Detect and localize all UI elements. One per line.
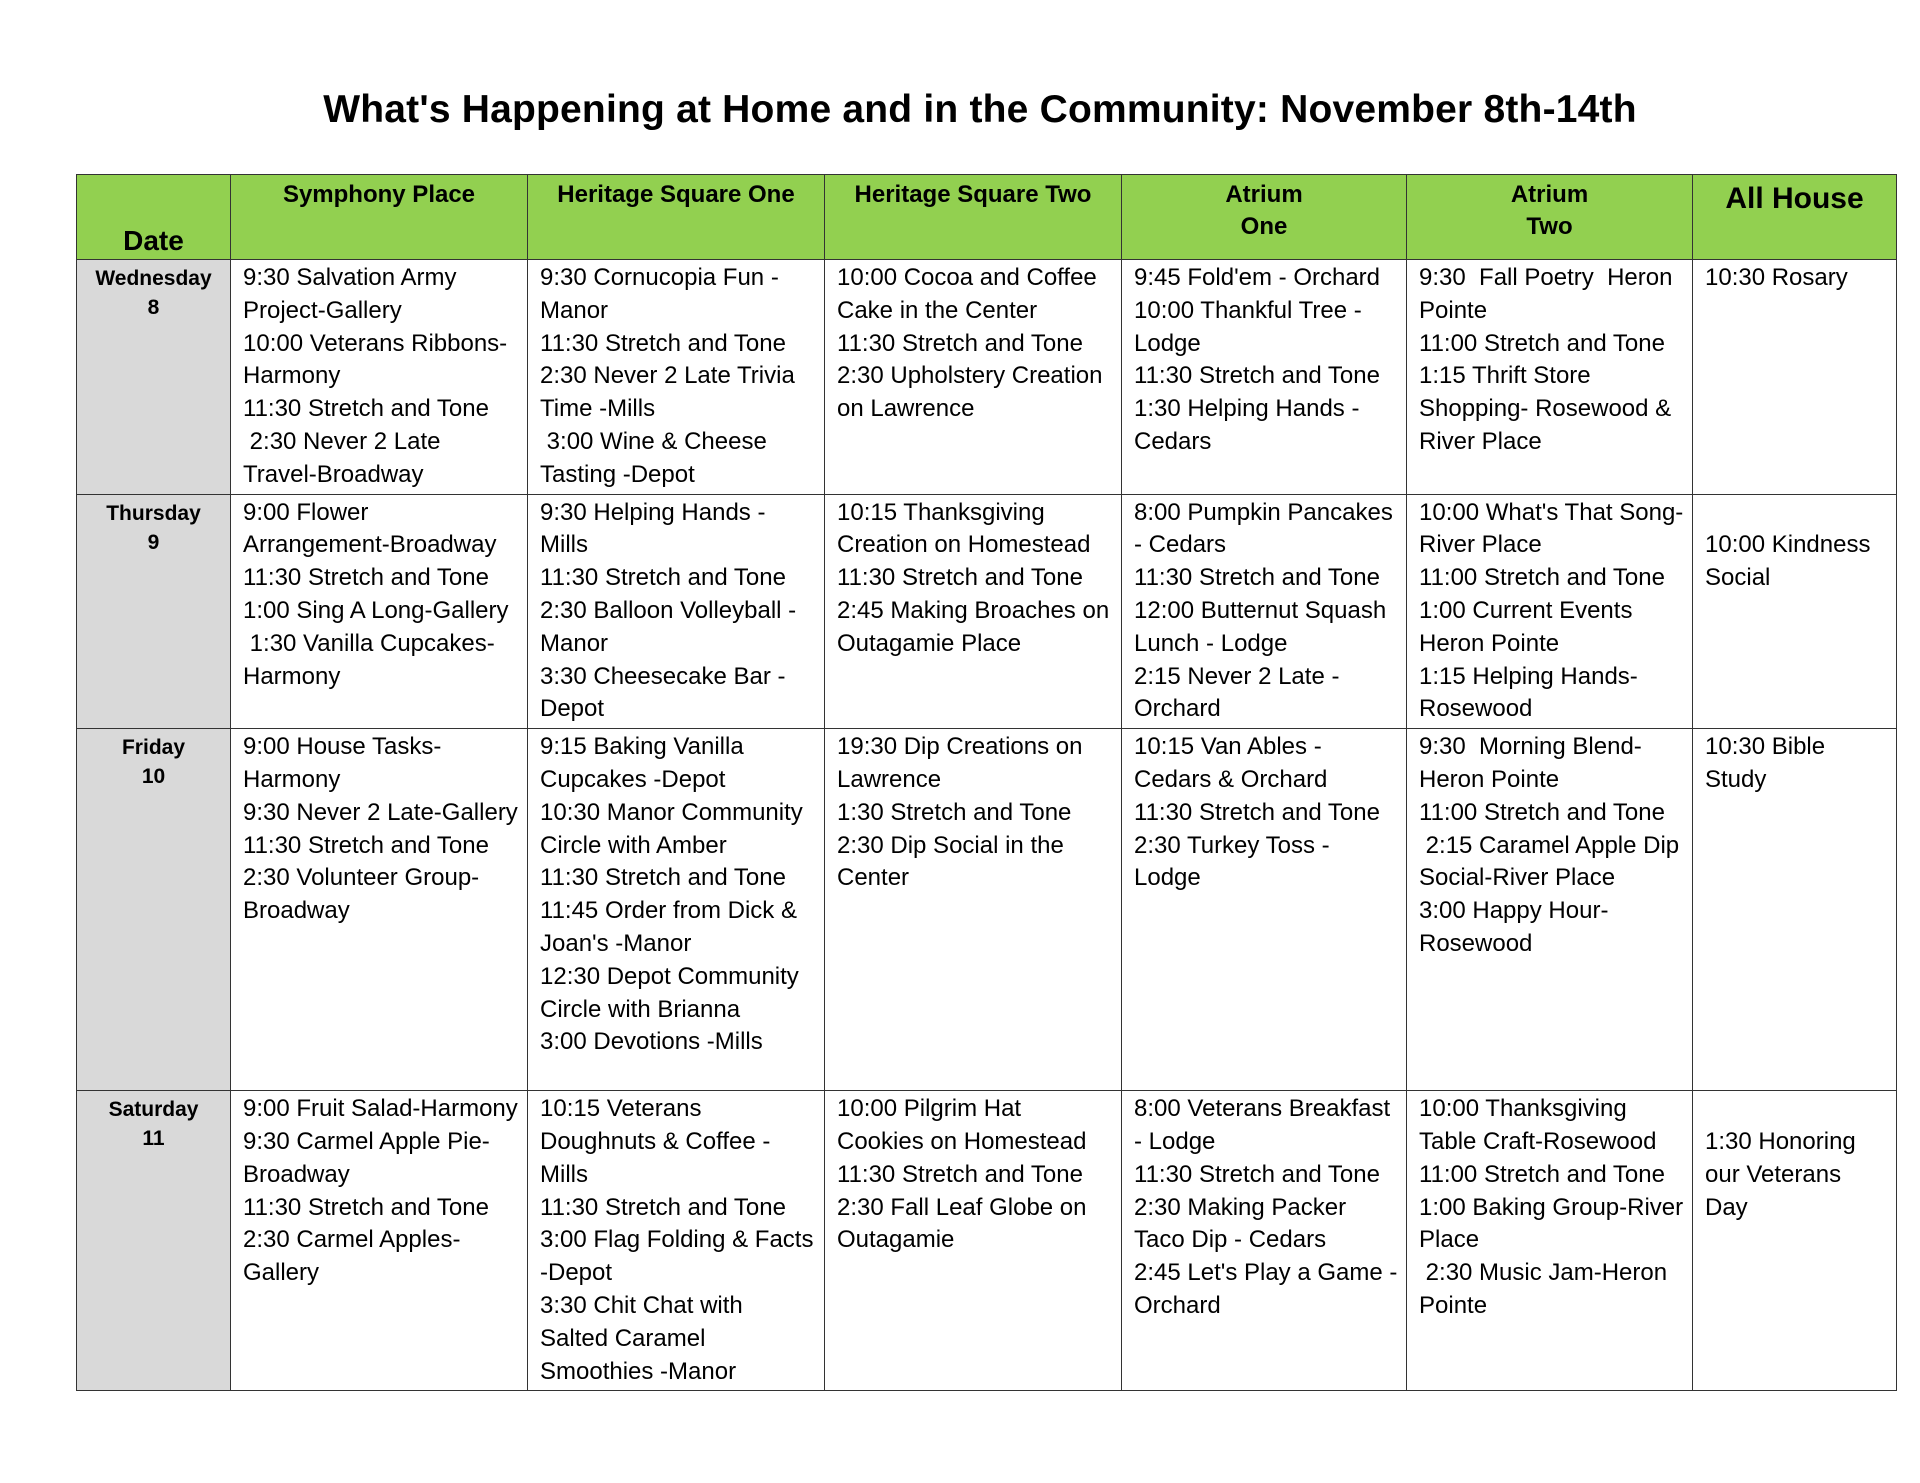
atrium-two-cell	[1407, 260, 1693, 495]
event-item: 10:15 Veterans Doughnuts & Coffee - Mills	[540, 1095, 778, 1188]
date-cell	[77, 260, 231, 495]
event-item: 12:30 Depot Community Circle with Brianna	[540, 962, 806, 1023]
heritage-two-cell	[825, 729, 1122, 1091]
event-item: 11:00 Stretch and Tone	[1419, 564, 1665, 592]
all-house-cell	[1693, 494, 1897, 729]
event-item: 2:30 Dip Social in the Center	[837, 831, 1071, 892]
event-item: 11:45 Order from Dick & Joan's -Manor	[540, 897, 804, 957]
atrium-two-header-line1: Atrium	[1510, 181, 1589, 208]
event-item: 3:30 Cheesecake Bar - Depot	[540, 662, 793, 723]
heritage-one-cell	[528, 1091, 825, 1391]
all-house-cell	[1693, 1091, 1897, 1391]
event-item: 10:00 Veterans Ribbons-Harmony	[243, 329, 508, 390]
event-item: 2:30 Making Packer Taco Dip - Cedars	[1134, 1193, 1353, 1254]
heritage-one-header: Heritage Square One	[528, 175, 825, 260]
event-item: 3:00 Flag Folding & Facts -Depot	[540, 1226, 821, 1287]
event-item: 9:30 Fall Poetry Heron Pointe	[1419, 264, 1680, 324]
event-item: 10:00 Cocoa and Coffee Cake in the Center	[837, 264, 1104, 324]
event-item: 2:30 Fall Leaf Globe on Outagamie	[837, 1193, 1094, 1254]
day-number: 11	[142, 1127, 165, 1151]
event-item: 11:00 Stretch and Tone	[1419, 329, 1665, 357]
event-item: 2:30 Carmel Apples-Gallery	[243, 1226, 461, 1287]
event-item: 9:45 Fold'em - Orchard	[1134, 264, 1381, 291]
atrium-one-cell	[1122, 260, 1407, 495]
event-item: 2:30 Never 2 Late Trivia Time -Mills	[540, 362, 802, 423]
heritage-two-cell	[825, 260, 1122, 495]
atrium-two-cell	[1407, 494, 1693, 729]
event-item: 19:30 Dip Creations on Lawrence	[837, 733, 1090, 793]
event-item: 2:30 Volunteer Group-Broadway	[243, 864, 480, 925]
day-number: 9	[147, 530, 160, 554]
event-item: 9:30 Morning Blend-Heron Pointe	[1419, 733, 1642, 793]
event-item: 8:00 Pumpkin Pancakes - Cedars	[1134, 498, 1400, 559]
heritage-two-cell	[825, 1091, 1122, 1391]
event-item: 1:00 Sing A Long-Gallery	[243, 596, 509, 624]
event-item: 2:15 Caramel Apple Dip Social-River Place	[1419, 831, 1686, 892]
atrium-one-header	[1122, 175, 1407, 260]
event-item: 10:00 Thankful Tree - Lodge	[1134, 296, 1369, 357]
event-item: 11:30 Stretch and Tone	[837, 329, 1083, 357]
event-item: 11:30 Stretch and Tone	[1134, 564, 1380, 592]
day-row	[77, 494, 1897, 729]
event-item: 1:30 Stretch and Tone	[837, 798, 1072, 826]
symphony-cell	[231, 494, 528, 729]
atrium-two-header	[1407, 175, 1693, 260]
all-house-header: All House	[1693, 175, 1897, 260]
event-item: 9:30 Cornucopia Fun -Manor	[540, 264, 779, 324]
atrium-one-cell	[1122, 729, 1407, 1091]
event-item: 10:00 Pilgrim Hat Cookies on Homestead	[837, 1095, 1087, 1155]
day-row	[77, 1091, 1897, 1391]
event-item: 10:30 Manor Community Circle with Amber	[540, 798, 810, 859]
all-house-cell	[1693, 260, 1897, 495]
event-item: 10:00 What's That Song-River Place	[1419, 498, 1684, 559]
event-item: 1:15 Helping Hands-Rosewood	[1419, 662, 1638, 723]
date-cell	[77, 1091, 231, 1391]
event-item: 8:00 Veterans Breakfast - Lodge	[1134, 1095, 1397, 1155]
event-item: 1:30 Honoring our Veterans Day	[1705, 1127, 1863, 1221]
event-item: 10:00 Thanksgiving Table Craft-Rosewood	[1419, 1095, 1657, 1155]
event-item: 3:30 Chit Chat with Salted Caramel Smoothies -Manor	[540, 1291, 750, 1385]
atrium-one-header-line2: One	[1240, 213, 1288, 240]
event-item: 1:15 Thrift Store Shopping- Rosewood & River Place	[1419, 362, 1678, 455]
event-item: 11:30 Stretch and Tone	[1134, 1160, 1380, 1188]
date-cell	[77, 729, 231, 1091]
event-item: 11:30 Stretch and Tone	[540, 564, 786, 592]
atrium-two-cell	[1407, 729, 1693, 1091]
event-item: 9:30 Never 2 Late-Gallery	[243, 798, 518, 826]
event-item: 9:30 Salvation Army Project-Gallery	[243, 264, 464, 324]
atrium-two-header-line2: Two	[1526, 213, 1573, 240]
event-item: 9:30 Carmel Apple Pie-Broadway	[243, 1127, 490, 1188]
day-row	[77, 729, 1897, 1091]
event-item: 3:00 Devotions -Mills	[540, 1028, 763, 1056]
event-item: 1:30 Vanilla Cupcakes-Harmony	[243, 629, 495, 690]
event-item: 11:30 Stretch and Tone	[243, 564, 489, 592]
event-item: 3:00 Happy Hour-Rosewood	[1419, 897, 1609, 957]
atrium-one-cell	[1122, 1091, 1407, 1391]
heritage-one-cell	[528, 729, 825, 1091]
event-item: 11:30 Stretch and Tone	[1134, 798, 1380, 826]
event-item: 10:00 Kindness Social	[1705, 531, 1878, 592]
all-house-cell	[1693, 729, 1897, 1091]
event-item: 11:00 Stretch and Tone	[1419, 798, 1665, 826]
event-item: 11:30 Stretch and Tone	[837, 1160, 1083, 1188]
event-item: 2:45 Making Broaches on Outagamie Place	[837, 596, 1116, 657]
event-item: 10:15 Thanksgiving Creation on Homestead	[837, 498, 1091, 559]
symphony-cell	[231, 729, 528, 1091]
atrium-one-cell	[1122, 494, 1407, 729]
event-item: 9:00 Fruit Salad-Harmony	[243, 1095, 518, 1123]
atrium-two-cell	[1407, 1091, 1693, 1391]
event-item: 11:30 Stretch and Tone	[540, 1193, 786, 1221]
heritage-two-cell	[825, 494, 1122, 729]
event-item: 11:30 Stretch and Tone	[243, 831, 489, 859]
event-item: 2:30 Music Jam-Heron Pointe	[1419, 1259, 1674, 1319]
day-number: 8	[147, 296, 160, 319]
date-header: Date	[77, 175, 231, 260]
day-row	[77, 260, 1897, 495]
event-item: 12:00 Butternut Squash Lunch - Lodge	[1134, 596, 1393, 657]
event-item: 11:30 Stretch and Tone	[837, 564, 1083, 592]
event-item: 2:30 Balloon Volleyball - Manor	[540, 596, 803, 657]
event-item: 10:30 Rosary	[1705, 264, 1848, 291]
heritage-two-header: Heritage Square Two	[825, 175, 1122, 260]
event-item: 11:30 Stretch and Tone	[243, 395, 489, 423]
event-item: 11:30 Stretch and Tone	[1134, 362, 1380, 390]
schedule-table	[76, 174, 1897, 1391]
heritage-one-cell	[528, 494, 825, 729]
day-name: Friday	[121, 736, 186, 760]
event-item: 1:30 Helping Hands - Cedars	[1134, 395, 1367, 455]
event-item: 11:30 Stretch and Tone	[243, 1193, 489, 1221]
symphony-cell	[231, 260, 528, 495]
event-item: 3:00 Wine & Cheese Tasting -Depot	[540, 427, 774, 488]
event-item: 1:00 Baking Group-River Place	[1419, 1193, 1690, 1254]
event-item: 11:30 Stretch and Tone	[540, 864, 786, 892]
day-name: Thursday	[106, 501, 201, 525]
event-item: 10:15 Van Ables - Cedars & Orchard	[1134, 733, 1329, 793]
atrium-one-header-line1: Atrium	[1225, 181, 1303, 208]
day-number: 10	[141, 765, 166, 789]
event-item: 2:30 Turkey Toss - Lodge	[1134, 831, 1337, 892]
event-item: 2:30 Never 2 Late Travel-Broadway	[243, 427, 447, 488]
event-item: 9:15 Baking Vanilla Cupcakes -Depot	[540, 733, 751, 793]
day-name: Wednesday	[95, 267, 212, 290]
event-item: 10:30 Bible Study	[1705, 733, 1832, 793]
date-cell	[77, 494, 231, 729]
event-item: 9:00 Flower Arrangement-Broadway	[243, 498, 497, 559]
event-item: 9:30 Helping Hands - Mills	[540, 498, 773, 559]
event-item: 9:00 House Tasks-Harmony	[243, 733, 442, 793]
page-title: What's Happening at Home and in the Community: November 8th-14th	[323, 88, 1637, 131]
header-row	[77, 175, 1897, 260]
event-item: 1:00 Current Events Heron Pointe	[1419, 596, 1640, 657]
event-item: 2:30 Upholstery Creation on Lawrence	[837, 362, 1110, 423]
event-item: 2:15 Never 2 Late - Orchard	[1134, 662, 1347, 723]
event-item: 11:00 Stretch and Tone	[1419, 1160, 1665, 1188]
day-name: Saturday	[108, 1098, 199, 1122]
symphony-header: Symphony Place	[231, 175, 528, 260]
symphony-cell	[231, 1091, 528, 1391]
event-item: 2:45 Let's Play a Game - Orchard	[1134, 1259, 1405, 1319]
heritage-one-cell	[528, 260, 825, 495]
event-item: 11:30 Stretch and Tone	[540, 329, 786, 357]
